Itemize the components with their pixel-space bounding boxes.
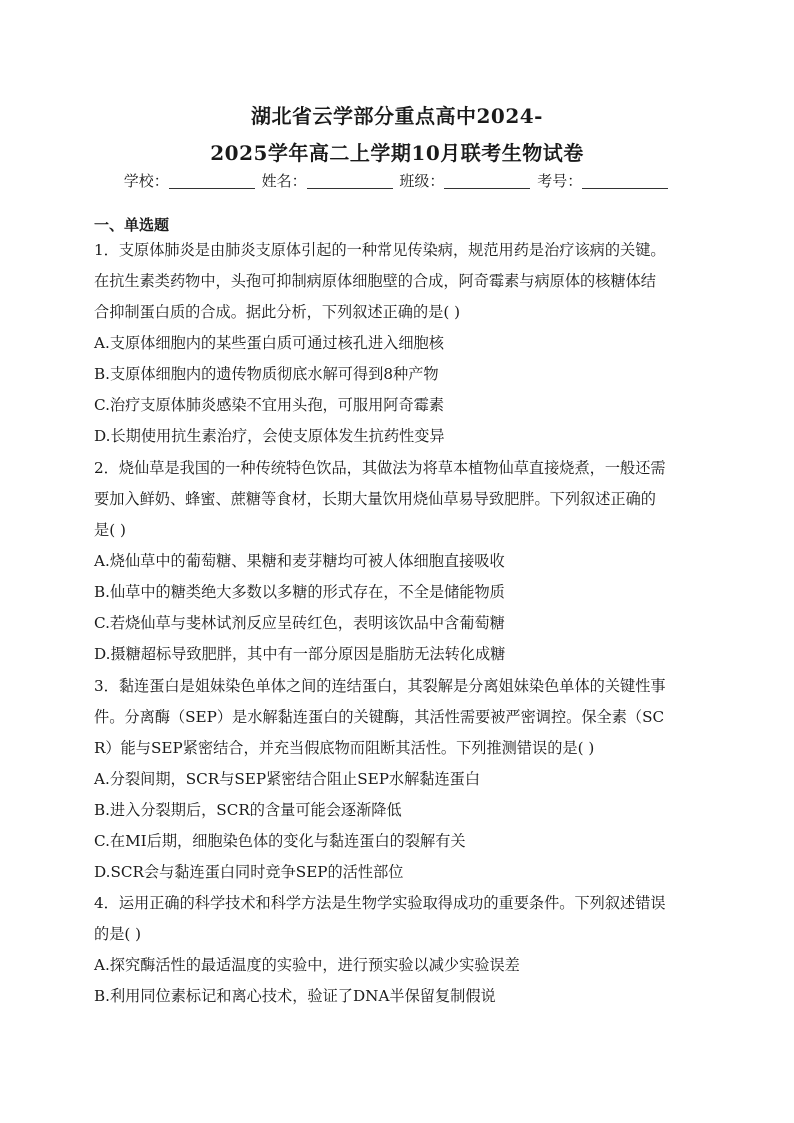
question-3-stem-line: R）能与SEP紧密结合，并充当假底物而阻断其活性。下列推测错误的是( ) [94, 739, 595, 757]
question-1-option-d: D.长期使用抗生素治疗，会使支原体发生抗药性变异 [94, 427, 445, 445]
name-blank [307, 174, 393, 189]
question-2-option-d: D.摄糖超标导致肥胖，其中有一部分原因是脂肪无法转化成糖 [94, 645, 506, 663]
exam-title-line2: 2025学年高二上学期10月联考生物试卷 [210, 141, 584, 165]
school-blank [169, 174, 255, 189]
question-2-option-b: B.仙草中的糖类绝大多数以多糖的形式存在，不全是储能物质 [94, 583, 505, 601]
question-1-stem-line: 合抑制蛋白质的合成。据此分析，下列叙述正确的是( ) [94, 303, 460, 321]
question-3-option-b: B.进入分裂期后，SCR的含量可能会逐渐降低 [94, 801, 402, 819]
question-3-option-a: A.分裂间期，SCR与SEP紧密结合阻止SEP水解黏连蛋白 [94, 770, 481, 788]
question-3-option-d: D.SCR会与黏连蛋白同时竞争SEP的活性部位 [94, 863, 404, 881]
question-1-option-a: A.支原体细胞内的某些蛋白质可通过核孔进入细胞核 [94, 334, 444, 352]
question-2-stem-line: 是( ) [94, 521, 126, 539]
question-2-option-a: A.烧仙草中的葡萄糖、果糖和麦芽糖均可被人体细胞直接吸收 [94, 552, 505, 570]
exam-number-label: 考号： [537, 172, 583, 190]
school-label: 学校： [123, 172, 169, 190]
question-2-stem-line: 2．烧仙草是我国的一种传统特色饮品，其做法为将草本植物仙草直接烧煮，一般还需 [94, 459, 666, 477]
student-info-row [0, 170, 794, 191]
question-1-option-b: B.支原体细胞内的遗传物质彻底水解可得到8种产物 [94, 365, 439, 383]
question-4-option-b: B.利用同位素标记和离心技术，验证了DNA半保留复制假说 [94, 987, 496, 1005]
class-label: 班级： [399, 172, 445, 190]
question-4-option-a: A.探究酶活性的最适温度的实验中，进行预实验以减少实验误差 [94, 956, 520, 974]
question-1-stem-line: 1．支原体肺炎是由肺炎支原体引起的一种常见传染病，规范用药是治疗该病的关键。 [94, 241, 666, 259]
question-4-stem-line: 的是( ) [94, 925, 142, 943]
question-3-option-c: C.在MI后期，细胞染色体的变化与黏连蛋白的裂解有关 [94, 832, 466, 850]
name-label: 姓名： [261, 172, 307, 190]
question-4-stem-line: 4．运用正确的科学技术和科学方法是生物学实验取得成功的重要条件。下列叙述错误 [94, 894, 666, 912]
question-2-option-c: C.若烧仙草与斐林试剂反应呈砖红色，表明该饮品中含葡萄糖 [94, 614, 505, 632]
question-2-stem-line: 要加入鲜奶、蜂蜜、蔗糖等食材，长期大量饮用烧仙草易导致肥胖。下列叙述正确的 [94, 490, 656, 508]
exam-number-blank [582, 174, 668, 189]
question-1-option-c: C.治疗支原体肺炎感染不宜用头孢，可服用阿奇霉素 [94, 396, 445, 414]
question-3-stem-line: 3．黏连蛋白是姐妹染色单体之间的连结蛋白，其裂解是分离姐妹染色单体的关键性事 [94, 677, 666, 695]
question-3-stem-line: 件。分离酶（SEP）是水解黏连蛋白的关键酶，其活性需要被严密调控。保全素（SC [94, 708, 665, 726]
class-blank [444, 174, 530, 189]
question-1-stem-line: 在抗生素类药物中，头孢可抑制病原体细胞壁的合成，阿奇霉素与病原体的核糖体结 [94, 272, 656, 290]
exam-title-line1: 湖北省云学部分重点高中2024- [251, 104, 543, 128]
section-title: 一、单选题 [94, 216, 170, 234]
